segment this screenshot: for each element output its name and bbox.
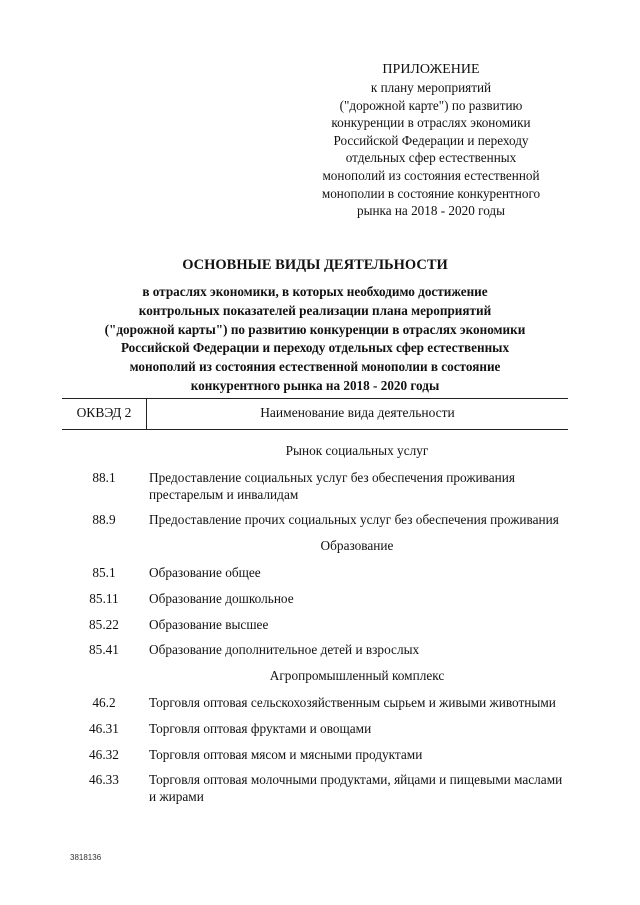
- row-code: 88.9: [92, 512, 116, 528]
- appendix-line: отдельных сфер естественных: [345, 150, 517, 166]
- table-row: [62, 721, 568, 738]
- section-title: Образование: [320, 538, 394, 554]
- row-code: 46.33: [89, 772, 119, 788]
- table-row: [62, 747, 568, 764]
- table-row: [62, 512, 568, 529]
- appendix-line: монополии в состояние конкурентного: [321, 185, 541, 201]
- row-code: 85.1: [92, 564, 116, 580]
- appendix-title: ПРИЛОЖЕНИЕ: [382, 62, 480, 77]
- appendix-line: монополий из состояния естественной: [322, 167, 540, 183]
- table-body: [62, 443, 568, 815]
- row-name: Образование дополнительное детей и взрослых: [149, 642, 420, 658]
- row-code: 88.1: [92, 469, 116, 485]
- appendix-line: Российской Федерации и переходу: [333, 132, 529, 148]
- subtitle-line: в отраслях экономики, в которых необходимо достижение: [142, 284, 488, 299]
- appendix-line: к плану мероприятий: [370, 80, 492, 95]
- table-row: [62, 470, 568, 504]
- subtitle-line: Российской Федерации и переходу отдельных сфер естественных: [120, 340, 510, 356]
- row-name: Торговля оптовая фруктами и овощами: [149, 720, 372, 736]
- table-header: [62, 398, 568, 430]
- section-title: Агропромышленный комплекс: [269, 668, 445, 684]
- appendix-block: [300, 60, 562, 220]
- header-code-column: ОКВЭД 2: [62, 399, 147, 429]
- row-name: Образование дошкольное: [149, 590, 294, 606]
- row-code: 46.2: [92, 694, 116, 710]
- section-title: Рынок социальных услуг: [285, 443, 429, 458]
- table-row: [62, 772, 568, 806]
- row-name: Образование общее: [149, 564, 261, 580]
- row-code: 85.11: [89, 590, 119, 606]
- appendix-line: ("дорожной карте") по развитию: [339, 97, 523, 113]
- document-subtitle: [60, 283, 570, 396]
- table-row: [62, 642, 568, 659]
- table-row: [62, 617, 568, 634]
- subtitle-line: конкурентного рынка на 2018 - 2020 годы: [190, 377, 440, 393]
- row-name: Предоставление социальных услуг без обеспечения проживания престарелым и инвалидам: [149, 469, 516, 502]
- row-code: 85.22: [89, 616, 119, 632]
- row-name: Торговля оптовая сельскохозяйственным сырьем и живыми животными: [149, 694, 556, 710]
- appendix-line: конкуренции в отраслях экономики: [331, 115, 531, 131]
- document-id-stamp: 3818136: [70, 853, 102, 862]
- row-name: Предоставление прочих социальных услуг без обеспечения проживания: [149, 512, 559, 528]
- table-row: [62, 565, 568, 582]
- table-row: [62, 591, 568, 608]
- row-name: Торговля оптовая молочными продуктами, яйцами и пищевыми маслами и жирами: [149, 772, 563, 805]
- document-title: ОСНОВНЫЕ ВИДЫ ДЕЯТЕЛЬНОСТИ: [182, 257, 448, 273]
- subtitle-line: монополий из состояния естественной монополии в состояние: [129, 359, 501, 375]
- row-name: Торговля оптовая мясом и мясными продуктами: [149, 746, 423, 762]
- row-name: Образование высшее: [149, 616, 269, 632]
- subtitle-line: ("дорожной карты") по развитию конкуренции в отраслях экономики: [104, 321, 526, 337]
- row-code: 85.41: [89, 642, 119, 658]
- subtitle-line: контрольных показателей реализации плана мероприятий: [138, 302, 492, 318]
- row-code: 46.32: [89, 746, 119, 762]
- row-code: 46.31: [89, 720, 119, 736]
- header-name-column: Наименование вида деятельности: [260, 405, 455, 420]
- appendix-line: рынка на 2018 - 2020 годы: [357, 203, 505, 219]
- table-row: [62, 695, 568, 712]
